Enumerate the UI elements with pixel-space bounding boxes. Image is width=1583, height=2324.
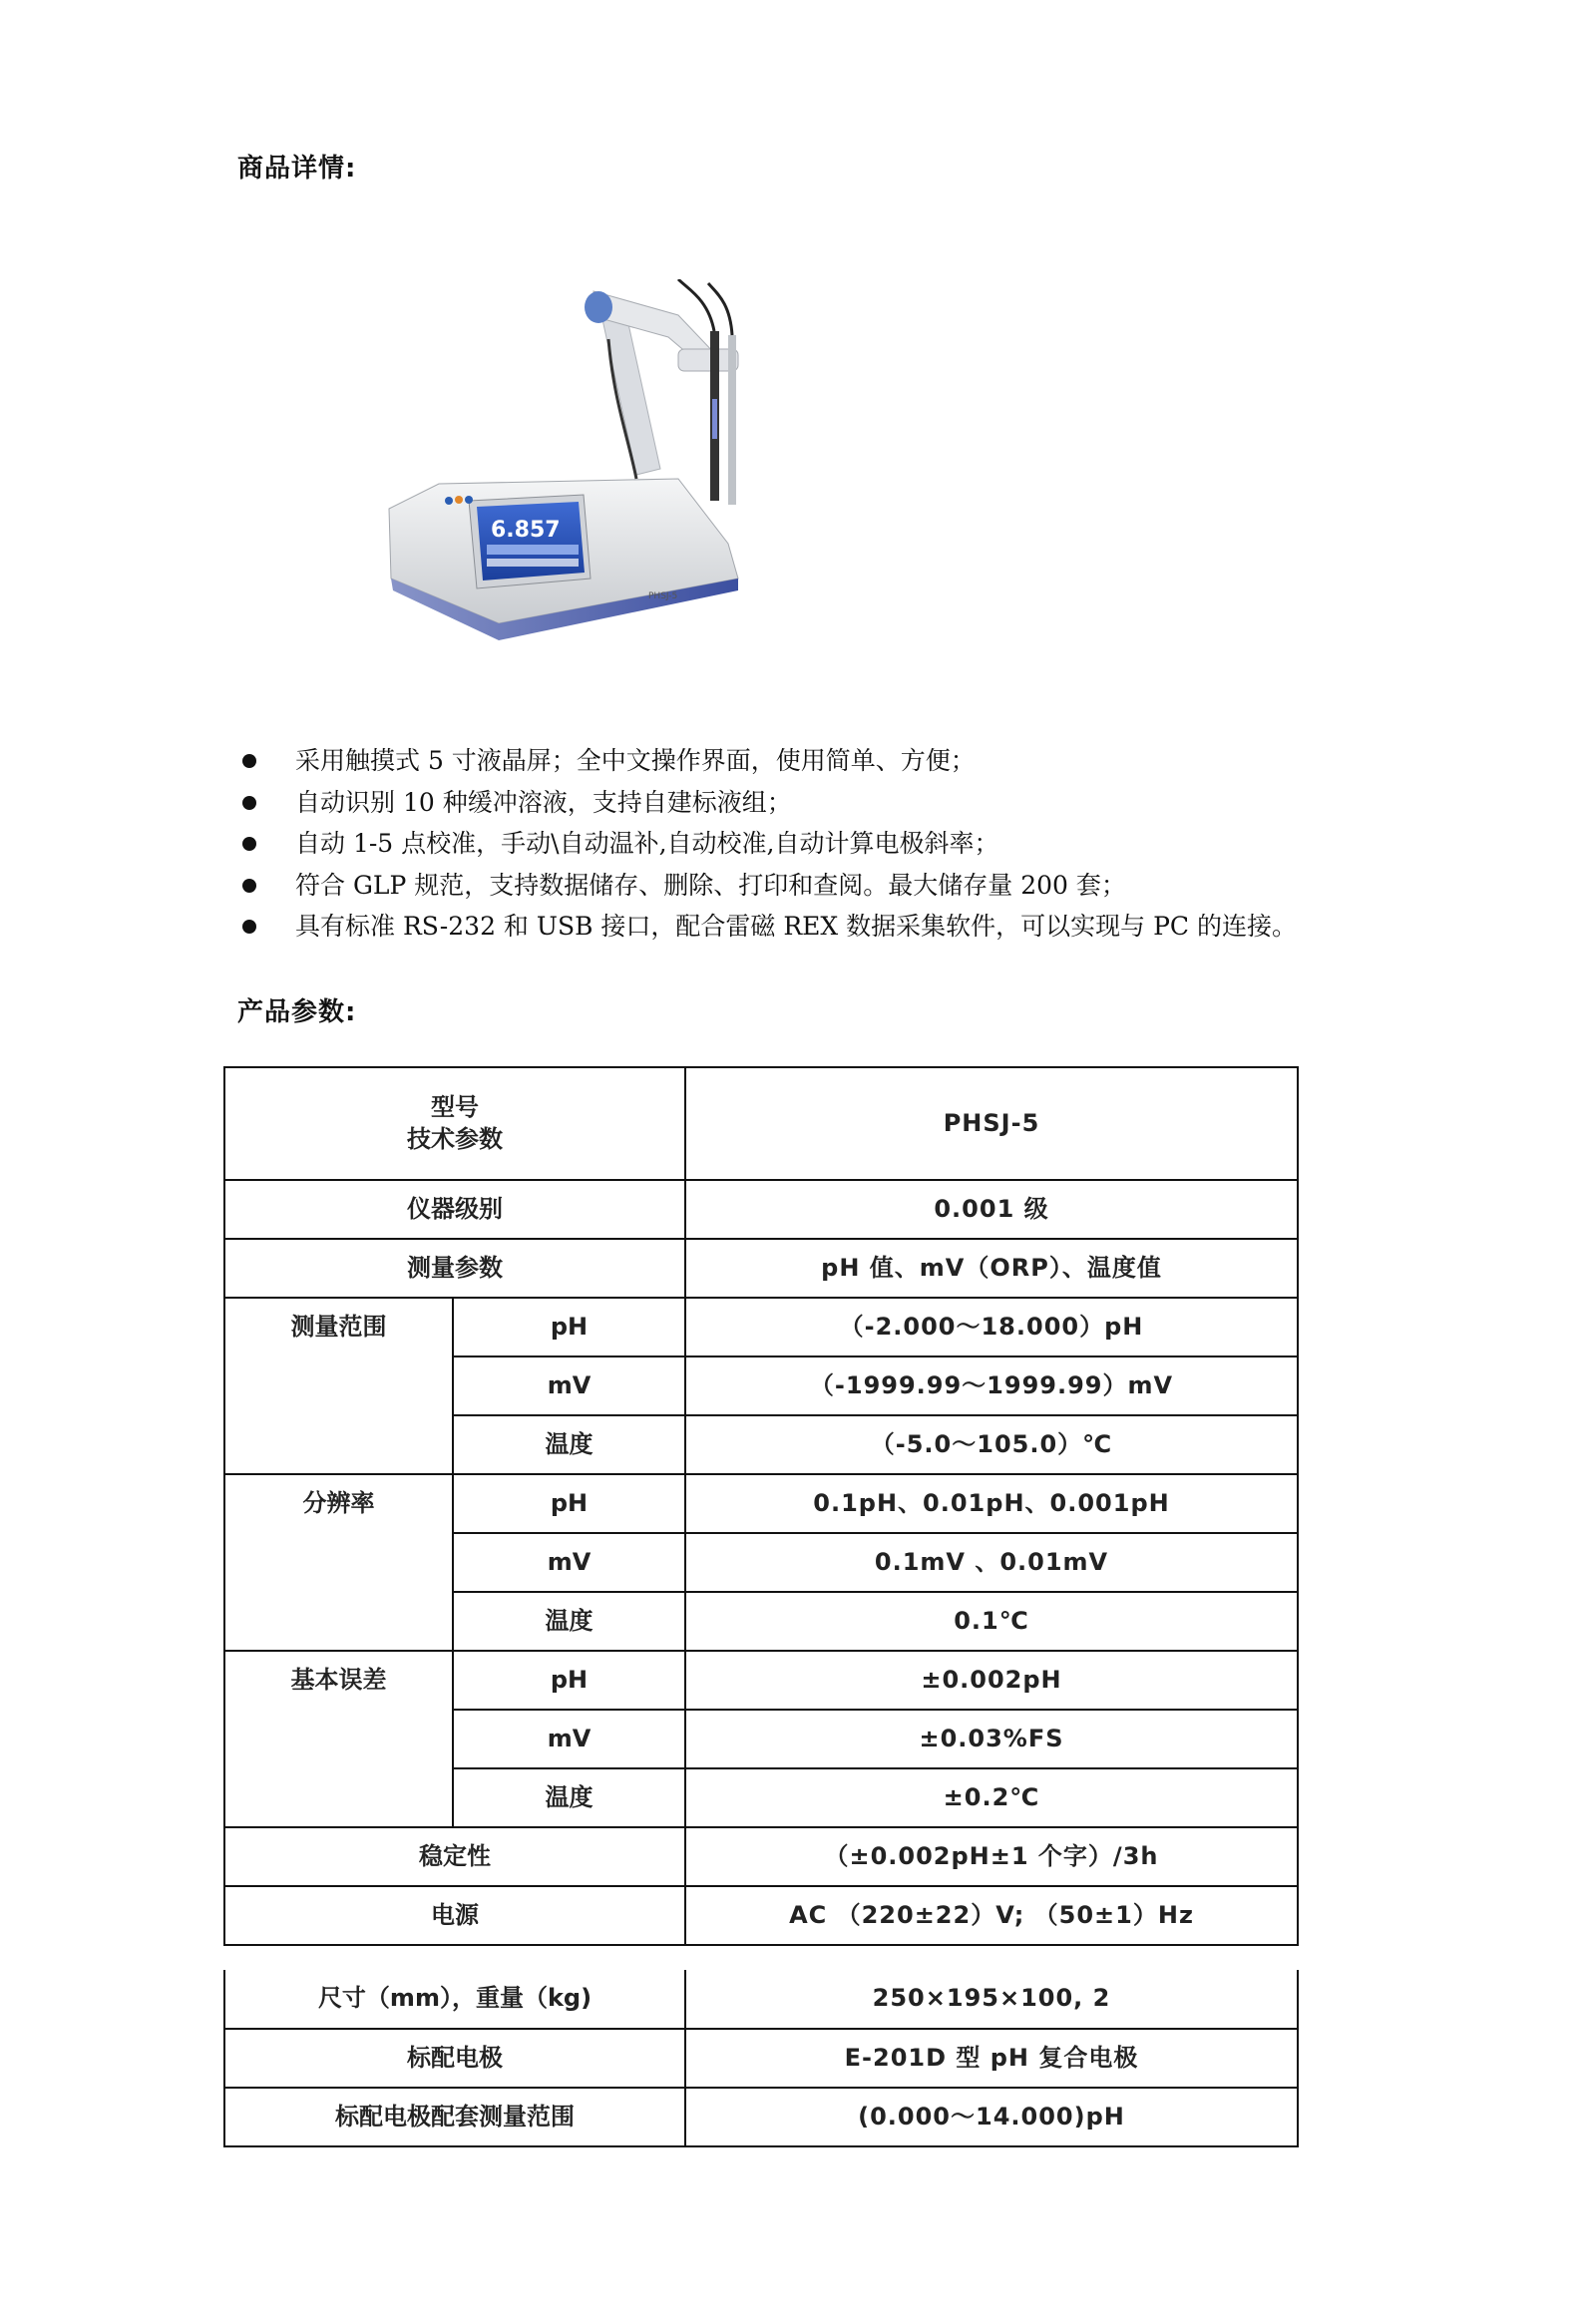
table-row: 温度 （-5.0～105.0）℃ [224, 1415, 1298, 1474]
feature-item: 具有标准 RS-232 和 USB 接口，配合雷磁 REX 数据采集软件，可以实现与 PC 的连接。 [237, 906, 1385, 948]
table-row: 分辨率 pH 0.1pH、0.01pH、0.001pH [224, 1474, 1298, 1533]
screen-reading: 6.857 [491, 518, 561, 543]
table-row: mV （-1999.99～1999.99）mV [224, 1356, 1298, 1415]
feature-item: 采用触摸式 5 寸液晶屏；全中文操作界面，使用简单、方便； [237, 740, 1385, 782]
bullet-icon [242, 796, 256, 810]
header-label-cell: 型号 技术参数 [224, 1067, 685, 1180]
spec-table [223, 1066, 1299, 1946]
table-row: 标配电极配套测量范围 (0.000～14.000)pH [224, 2088, 1298, 2146]
header-model-cell: PHSJ-5 [685, 1067, 1298, 1180]
bullet-icon [242, 754, 256, 768]
table-row: 测量参数 pH 值、mV（ORP）、温度值 [224, 1239, 1298, 1298]
table-row: 标配电极 E-201D 型 pH 复合电极 [224, 2029, 1298, 2088]
product-params-heading: 产品参数: [237, 997, 357, 1027]
model-label-on-device: PHSJ-5 [648, 591, 678, 601]
table-row: 仪器级别 0.001 级 [224, 1180, 1298, 1239]
table-row: 基本误差 pH ±0.002pH [224, 1651, 1298, 1710]
bullet-icon [242, 837, 256, 851]
table-header-row [224, 1067, 1298, 1180]
table-row: 尺寸（mm），重量（kg) 250×195×100, 2 [224, 1970, 1298, 2029]
table-row: 温度 ±0.2℃ [224, 1768, 1298, 1827]
table-row: mV 0.1mV 、0.01mV [224, 1533, 1298, 1592]
feature-item: 符合 GLP 规范，支持数据储存、删除、打印和查阅。最大储存量 200 套； [237, 865, 1385, 907]
ph-meter-product-image [379, 279, 778, 668]
table-row: 稳定性 （±0.002pH±1 个字）/3h [224, 1827, 1298, 1886]
table-row: mV ±0.03%FS [224, 1710, 1298, 1768]
feature-list [237, 740, 1385, 948]
table-row: 温度 0.1℃ [224, 1592, 1298, 1651]
feature-item: 自动识别 10 种缓冲溶液，支持自建标液组； [237, 782, 1385, 824]
bullet-icon [242, 920, 256, 934]
feature-item: 自动 1-5 点校准，手动\自动温补,自动校准,自动计算电极斜率； [237, 823, 1385, 865]
product-details-heading: 商品详情: [237, 154, 357, 184]
bullet-icon [242, 879, 256, 893]
spec-table-continued [223, 1970, 1299, 2147]
table-row: 测量范围 pH （-2.000～18.000）pH [224, 1298, 1298, 1356]
table-row: 电源 AC （220±22）V; （50±1）Hz [224, 1886, 1298, 1945]
